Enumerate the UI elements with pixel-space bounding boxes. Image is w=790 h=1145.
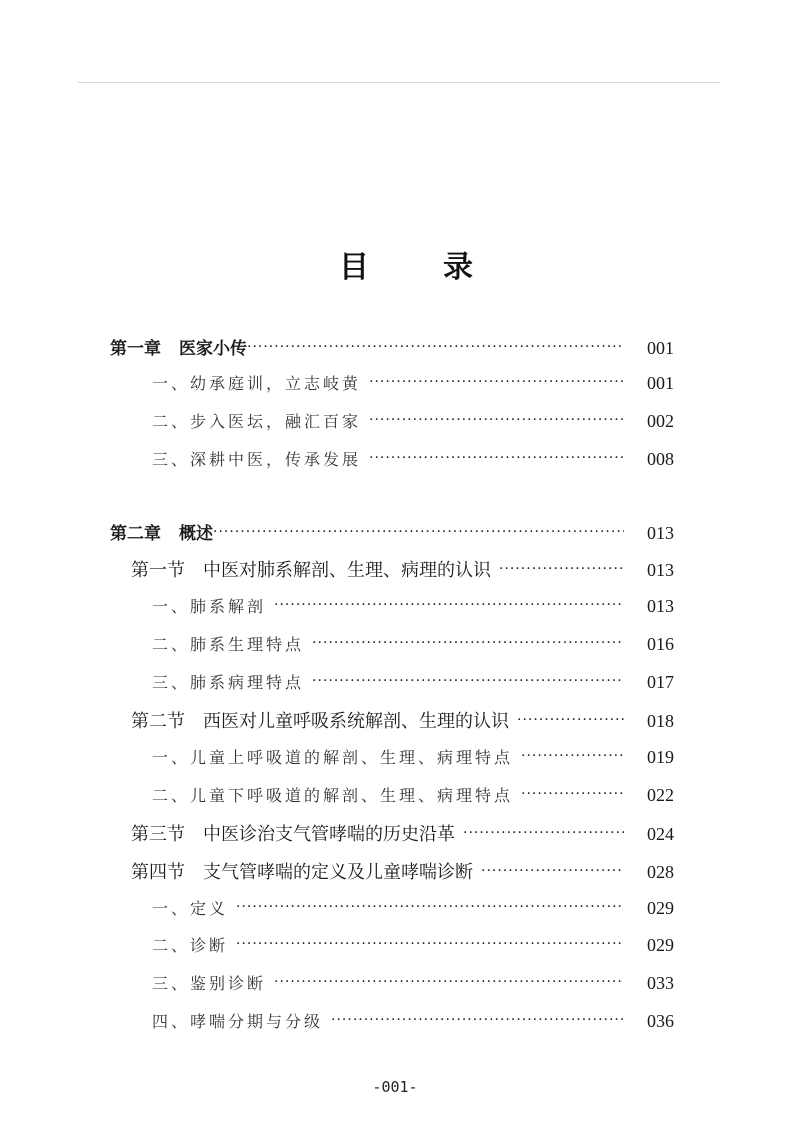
toc-chapter-1[interactable] bbox=[110, 334, 674, 360]
toc-item[interactable] bbox=[152, 447, 674, 473]
leader-dots bbox=[369, 412, 624, 428]
toc-label: 三、深耕中医，传承发展 bbox=[152, 450, 362, 469]
leader-dots bbox=[236, 936, 624, 952]
leader-dots bbox=[499, 561, 624, 577]
toc-section[interactable] bbox=[131, 707, 674, 733]
leader-dots bbox=[236, 899, 624, 915]
leader-dots bbox=[481, 863, 624, 879]
leader-dots bbox=[312, 673, 624, 689]
toc-label: 一、儿童上呼吸道的解剖、生理、病理特点 bbox=[152, 748, 514, 767]
toc-label: 一、定义 bbox=[152, 899, 229, 918]
toc-page-number: 001 bbox=[647, 373, 674, 393]
toc-label: 第三节 中医诊治支气管哮喘的历史沿革 bbox=[131, 824, 455, 845]
toc-item[interactable] bbox=[152, 409, 674, 435]
toc-item[interactable] bbox=[152, 1009, 674, 1035]
toc-page-number: 017 bbox=[647, 672, 674, 692]
toc-label: 二、诊断 bbox=[152, 936, 229, 955]
toc-page-number: 013 bbox=[647, 523, 674, 543]
toc-label: 第二章 概述 bbox=[110, 524, 213, 544]
page-number-footer: -001- bbox=[372, 1078, 418, 1096]
leader-dots bbox=[312, 635, 624, 651]
toc-label: 第一节 中医对肺系解剖、生理、病理的认识 bbox=[131, 560, 491, 581]
page-title: 目 录 bbox=[339, 250, 495, 285]
leader-dots bbox=[369, 450, 624, 466]
leader-dots bbox=[247, 339, 624, 355]
leader-dots bbox=[369, 374, 624, 390]
leader-dots bbox=[521, 786, 624, 802]
toc-item[interactable] bbox=[152, 745, 674, 771]
toc-label: 第一章 医家小传 bbox=[110, 339, 247, 359]
leader-dots bbox=[331, 1012, 624, 1028]
toc-page-number: 024 bbox=[647, 824, 674, 844]
toc-item[interactable] bbox=[152, 783, 674, 809]
toc-label: 二、步入医坛，融汇百家 bbox=[152, 412, 362, 431]
toc-label: 第四节 支气管哮喘的定义及儿童哮喘诊断 bbox=[131, 862, 473, 883]
toc-section[interactable] bbox=[131, 556, 674, 582]
leader-dots bbox=[213, 524, 624, 540]
toc-item[interactable] bbox=[152, 971, 674, 997]
toc-page-number: 013 bbox=[647, 560, 674, 580]
toc-item[interactable] bbox=[152, 371, 674, 397]
toc-page-number: 002 bbox=[647, 411, 674, 431]
toc-label: 二、肺系生理特点 bbox=[152, 635, 305, 654]
toc-page-number: 028 bbox=[647, 862, 674, 882]
toc-section[interactable] bbox=[131, 820, 674, 846]
toc-page-number: 019 bbox=[647, 747, 674, 767]
toc-section[interactable] bbox=[131, 858, 674, 884]
toc-label: 三、肺系病理特点 bbox=[152, 673, 305, 692]
toc-label: 一、肺系解剖 bbox=[152, 597, 267, 616]
toc-label: 三、鉴别诊断 bbox=[152, 974, 267, 993]
toc-page-number: 033 bbox=[647, 973, 674, 993]
toc-label: 一、幼承庭训，立志岐黄 bbox=[152, 374, 362, 393]
toc-label: 二、儿童下呼吸道的解剖、生理、病理特点 bbox=[152, 786, 514, 805]
leader-dots bbox=[521, 748, 624, 764]
leader-dots bbox=[274, 597, 624, 613]
toc-page-number: 001 bbox=[647, 338, 674, 358]
toc-page-number: 029 bbox=[647, 935, 674, 955]
toc-page-number: 022 bbox=[647, 785, 674, 805]
toc-page-number: 013 bbox=[647, 596, 674, 616]
toc-page-number: 036 bbox=[647, 1011, 674, 1031]
toc-item[interactable] bbox=[152, 896, 674, 922]
toc-chapter-2[interactable] bbox=[110, 519, 674, 545]
toc-page-number: 016 bbox=[647, 634, 674, 654]
toc-page-number: 018 bbox=[647, 711, 674, 731]
leader-dots bbox=[517, 712, 624, 728]
toc-label: 四、哮喘分期与分级 bbox=[152, 1012, 324, 1031]
leader-dots bbox=[274, 974, 624, 990]
header-rule bbox=[78, 82, 720, 83]
toc-page-number: 008 bbox=[647, 449, 674, 469]
toc-item[interactable] bbox=[152, 632, 674, 658]
toc-item[interactable] bbox=[152, 933, 674, 959]
toc-item[interactable] bbox=[152, 670, 674, 696]
toc-item[interactable] bbox=[152, 594, 674, 620]
toc-page-number: 029 bbox=[647, 898, 674, 918]
leader-dots bbox=[463, 825, 624, 841]
toc-label: 第二节 西医对儿童呼吸系统解剖、生理的认识 bbox=[131, 711, 509, 732]
